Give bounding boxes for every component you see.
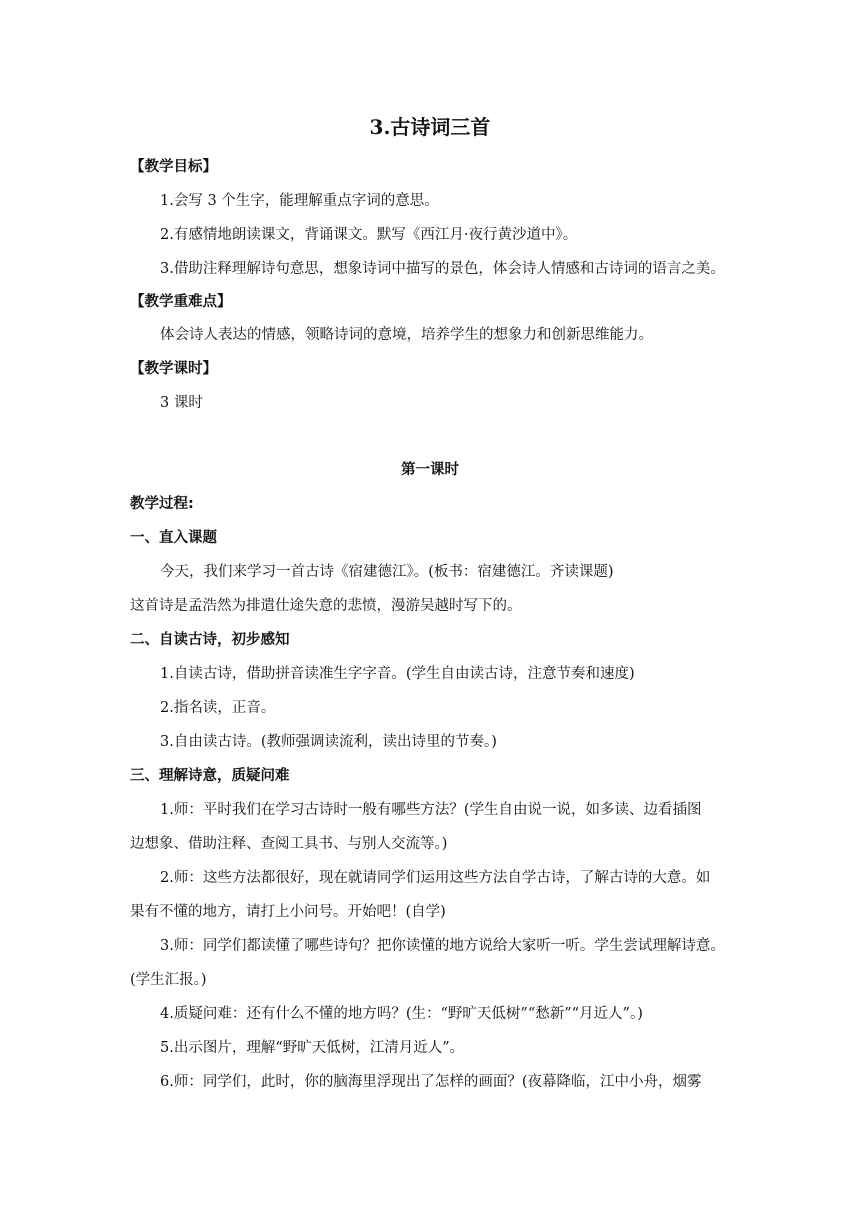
difficulties-text: 体会诗人表达的情感，领略诗词的意境，培养学生的想象力和创新思维能力。 bbox=[160, 327, 653, 343]
part3-item: 边想象、借助注释、查阅工具书、与别人交流等。) bbox=[130, 836, 448, 852]
part3-item: 2.师：这些方法都很好，现在就请同学们运用这些方法自学古诗，了解古诗的大意。如 bbox=[160, 870, 711, 886]
part1-line: 今天，我们来学习一首古诗《宿建德江》。(板书：宿建德江。齐读课题) bbox=[160, 564, 614, 580]
part3-item: 6.师：同学们，此时，你的脑海里浮现出了怎样的画面？(夜幕降临，江中小舟，烟雾 bbox=[160, 1074, 702, 1090]
part2-item: 2.指名读，正音。 bbox=[160, 700, 276, 716]
goal-item: 3.借助注释理解诗句意思，想象诗词中描写的景色，体会诗人情感和古诗词的语言之美。 bbox=[160, 261, 725, 277]
hours-heading: 【教学课时】 bbox=[130, 361, 217, 377]
part3-heading: 三、理解诗意，质疑问难 bbox=[130, 768, 290, 784]
part3-item: 4.质疑问难：还有什么不懂的地方吗？(生：“野旷天低树”“愁新”“月近人”。) bbox=[160, 1006, 643, 1022]
goal-item: 1.会写 3 个生字，能理解重点字词的意思。 bbox=[160, 193, 439, 209]
goal-item: 2.有感情地朗读课文，背诵课文。默写《西江月·夜行黄沙道中》。 bbox=[160, 227, 578, 243]
part3-item: 3.师：同学们都读懂了哪些诗句？把你读懂的地方说给大家听一听。学生尝试理解诗意。 bbox=[160, 938, 725, 954]
part3-item: 1.师：平时我们在学习古诗时一般有哪些方法？(学生自由说一说，如多读、边看插图 bbox=[160, 802, 702, 818]
part3-item: 5.出示图片，理解“野旷天低树，江清月近人”。 bbox=[160, 1040, 465, 1056]
hours-text: 3 课时 bbox=[160, 395, 203, 411]
part2-item: 1.自读古诗，借助拼音读准生字字音。(学生自由读古诗，注意节奏和速度) bbox=[160, 666, 635, 682]
part2-item: 3.自由读古诗。(教师强调读流利，读出诗里的节奏。) bbox=[160, 734, 497, 750]
difficulties-heading: 【教学重难点】 bbox=[130, 294, 232, 310]
part3-item: (学生汇报。) bbox=[130, 972, 207, 988]
page-title: 3.古诗词三首 bbox=[369, 115, 491, 139]
part1-line: 这首诗是孟浩然为排遣仕途失意的悲愤，漫游吴越时写下的。 bbox=[130, 598, 522, 614]
part3-item: 果有不懂的地方，请打上小问号。开始吧！(自学) bbox=[130, 904, 446, 920]
part2-heading: 二、自读古诗，初步感知 bbox=[130, 632, 290, 648]
lesson-title: 第一课时 bbox=[401, 462, 459, 478]
part1-heading: 一、直入课题 bbox=[130, 530, 217, 546]
goals-heading: 【教学目标】 bbox=[130, 159, 217, 175]
process-label: 教学过程: bbox=[130, 496, 194, 512]
